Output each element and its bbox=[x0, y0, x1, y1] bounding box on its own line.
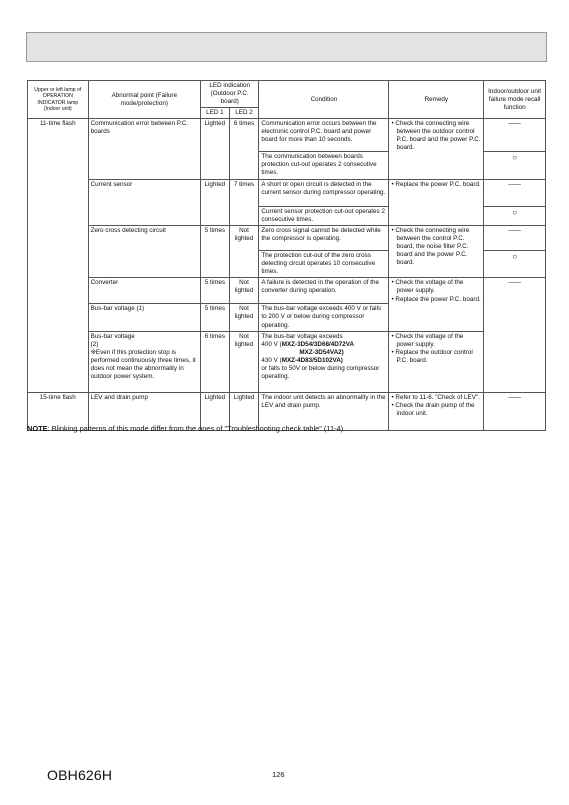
abnormal-current-sensor: Current sensor bbox=[88, 180, 200, 226]
abnormal-busbar-2-line-1: Bus-bar voltage bbox=[90, 332, 135, 340]
abnormal-zero-cross: Zero cross detecting circuit bbox=[88, 226, 200, 278]
remedy-zero-cross bbox=[389, 226, 484, 278]
troubleshooting-table bbox=[27, 80, 546, 431]
led2-converter: Not lighted bbox=[229, 278, 259, 304]
remedy-communication-text: • Check the connecting wire between the outdoor control P.C. board and the power P.C. board. bbox=[391, 120, 481, 152]
circle-symbol: ○ bbox=[512, 252, 518, 262]
page-number: 126 bbox=[272, 770, 285, 779]
condition-communication-1: Communication error occurs between the electronic control P.C. board and power board for more than 10 seconds. bbox=[259, 119, 389, 152]
condition-lev: The indoor unit detects an abnormality in the LEV and drain pump. bbox=[259, 392, 389, 430]
led1-zero-cross: 5 times bbox=[201, 226, 230, 278]
dash-symbol: —— bbox=[508, 120, 521, 128]
model-list-430v: MXZ-4D83/5D102VA) bbox=[281, 356, 343, 364]
recall-circle bbox=[484, 152, 546, 180]
model-list-400v: MXZ-3D54/3D68/4D72VA bbox=[281, 340, 355, 348]
condition-busbar-2 bbox=[259, 331, 389, 392]
remedy-lev bbox=[389, 392, 484, 430]
header-band bbox=[26, 32, 547, 62]
abnormal-busbar-2-line-2: (2) bbox=[90, 340, 99, 348]
table-header-row bbox=[28, 81, 546, 108]
note-text: : Blinking patterns of this mode differ from the ones of "Troubleshooting check table" (11-4). bbox=[47, 424, 346, 433]
table-row bbox=[28, 331, 546, 392]
note-label: NOTE bbox=[27, 424, 48, 433]
abnormal-busbar-1: Bus-bar voltage (1) bbox=[88, 304, 200, 331]
condition-busbar-2-line-e: or falls to 50V or below during compressor operating. bbox=[261, 364, 380, 380]
recall-circle bbox=[484, 251, 546, 278]
dash-symbol: —— bbox=[508, 181, 521, 189]
condition-busbar-2-line-d bbox=[261, 357, 386, 365]
led2-busbar-1: Not lighted bbox=[229, 304, 259, 331]
remedy-communication bbox=[389, 119, 484, 180]
condition-current-2: Current sensor protection cut-out operates 2 consecutive times. bbox=[259, 207, 389, 226]
header-lamp: Upper or left lamp of OPERATION INDICATOR lamp (Indoor unit) bbox=[28, 81, 89, 119]
recall-dash bbox=[484, 119, 546, 152]
condition-communication-2: The communication between boards protection cut-out operates 2 consecutive times. bbox=[259, 152, 389, 180]
table-row bbox=[28, 180, 546, 207]
header-remedy: Remedy bbox=[389, 81, 484, 119]
circle-symbol: ○ bbox=[512, 153, 518, 163]
condition-converter: A failure is detected in the operation of the converter during operation. bbox=[259, 278, 389, 304]
table-row bbox=[28, 278, 546, 304]
header-led-indication: LED indication (Outdoor P.C. board) bbox=[201, 81, 259, 108]
remedy-busbar-2-line-1: • Check the voltage of the power supply. bbox=[391, 332, 464, 348]
condition-busbar-2-prefix-400: 400 V ( bbox=[261, 340, 282, 348]
condition-busbar-2-line-a: The bus-bar voltage exceeds bbox=[261, 332, 343, 340]
condition-zero-cross-2: The protection cut-out of the zero cross detecting circuit operates 10 consecutive times. bbox=[259, 251, 389, 278]
header-condition: Condition bbox=[259, 81, 389, 119]
lamp-15-time-flash: 15-time flash bbox=[28, 392, 89, 430]
remedy-lev-line-2: • Check the drain pump of the indoor unit. bbox=[391, 401, 475, 417]
abnormal-busbar-2-note: ※Even if this protection stop is performed continuously three times, it does not mean the abnormality in outdoor power system. bbox=[90, 348, 196, 380]
abnormal-busbar-2 bbox=[88, 331, 200, 392]
lamp-11-time-flash: 11-time flash bbox=[28, 119, 89, 392]
led1-busbar-2: 6 times bbox=[201, 331, 230, 392]
table-row bbox=[28, 226, 546, 251]
abnormal-lev-drain-pump: LEV and drain pump bbox=[88, 392, 200, 430]
remedy-current bbox=[389, 180, 484, 226]
led2-busbar-2: Not lighted bbox=[229, 331, 259, 392]
model-list-400v-2: MXZ-3D54VA2) bbox=[299, 348, 344, 356]
header-abnormal-point: Abnormal point (Failure mode/protection) bbox=[88, 81, 200, 119]
led2-current: 7 times bbox=[229, 180, 259, 226]
dash-symbol: —— bbox=[508, 279, 521, 287]
led1-busbar-1: 5 times bbox=[201, 304, 230, 331]
header-led1: LED 1 bbox=[201, 108, 230, 119]
circle-symbol: ○ bbox=[512, 208, 518, 218]
table-row bbox=[28, 119, 546, 152]
led1-lev: Lighted bbox=[201, 392, 230, 430]
dash-symbol: —— bbox=[508, 227, 521, 235]
recall-dash bbox=[484, 278, 546, 392]
condition-busbar-2-line-b bbox=[261, 341, 386, 349]
dash-symbol: —— bbox=[508, 393, 521, 401]
recall-dash bbox=[484, 392, 546, 430]
remedy-lev-line-1: • Refer to 11-6. "Check of LEV". bbox=[391, 393, 480, 401]
condition-zero-cross-1: Zero cross signal cannot be detected while the compressor is operating. bbox=[259, 226, 389, 251]
remedy-converter-line-1: • Check the voltage of the power supply. bbox=[391, 279, 464, 295]
led1-communication: Lighted bbox=[201, 119, 230, 180]
recall-dash bbox=[484, 180, 546, 207]
led1-current: Lighted bbox=[201, 180, 230, 226]
remedy-zero-cross-text: • Check the connecting wire between the control P.C. board, the noise filter P.C. board and the power P.C. board. bbox=[391, 227, 470, 267]
remedy-busbar-2-line-2: • Replace the outdoor control P.C. board. bbox=[391, 348, 473, 364]
model-code: OBH626H bbox=[47, 767, 113, 783]
remedy-converter bbox=[389, 278, 484, 331]
led1-converter: 5 times bbox=[201, 278, 230, 304]
note bbox=[27, 424, 345, 433]
abnormal-converter: Converter bbox=[88, 278, 200, 304]
abnormal-communication-error: Communication error between P.C. boards bbox=[88, 119, 200, 180]
recall-circle bbox=[484, 207, 546, 226]
header-recall: Indoor/outdoor unit failure mode recall function bbox=[484, 81, 546, 119]
remedy-busbar-2 bbox=[389, 331, 484, 392]
condition-current-1: A short or open circuit is detected in the current sensor during compressor operating. bbox=[259, 180, 389, 207]
header-led2: LED 2 bbox=[229, 108, 259, 119]
recall-dash bbox=[484, 226, 546, 251]
led2-lev: Lighted bbox=[229, 392, 259, 430]
remedy-current-text: • Replace the power P.C. board. bbox=[391, 181, 481, 189]
condition-busbar-2-prefix-430: 430 V ( bbox=[261, 356, 282, 364]
led2-zero-cross: Not lighted bbox=[229, 226, 259, 278]
led2-communication: 6 times bbox=[229, 119, 259, 180]
remedy-converter-line-2: • Replace the power P.C. board. bbox=[391, 295, 481, 303]
condition-busbar-1: The bus-bar voltage exceeds 400 V or falls to 200 V or below during compressor operating. bbox=[259, 304, 389, 331]
